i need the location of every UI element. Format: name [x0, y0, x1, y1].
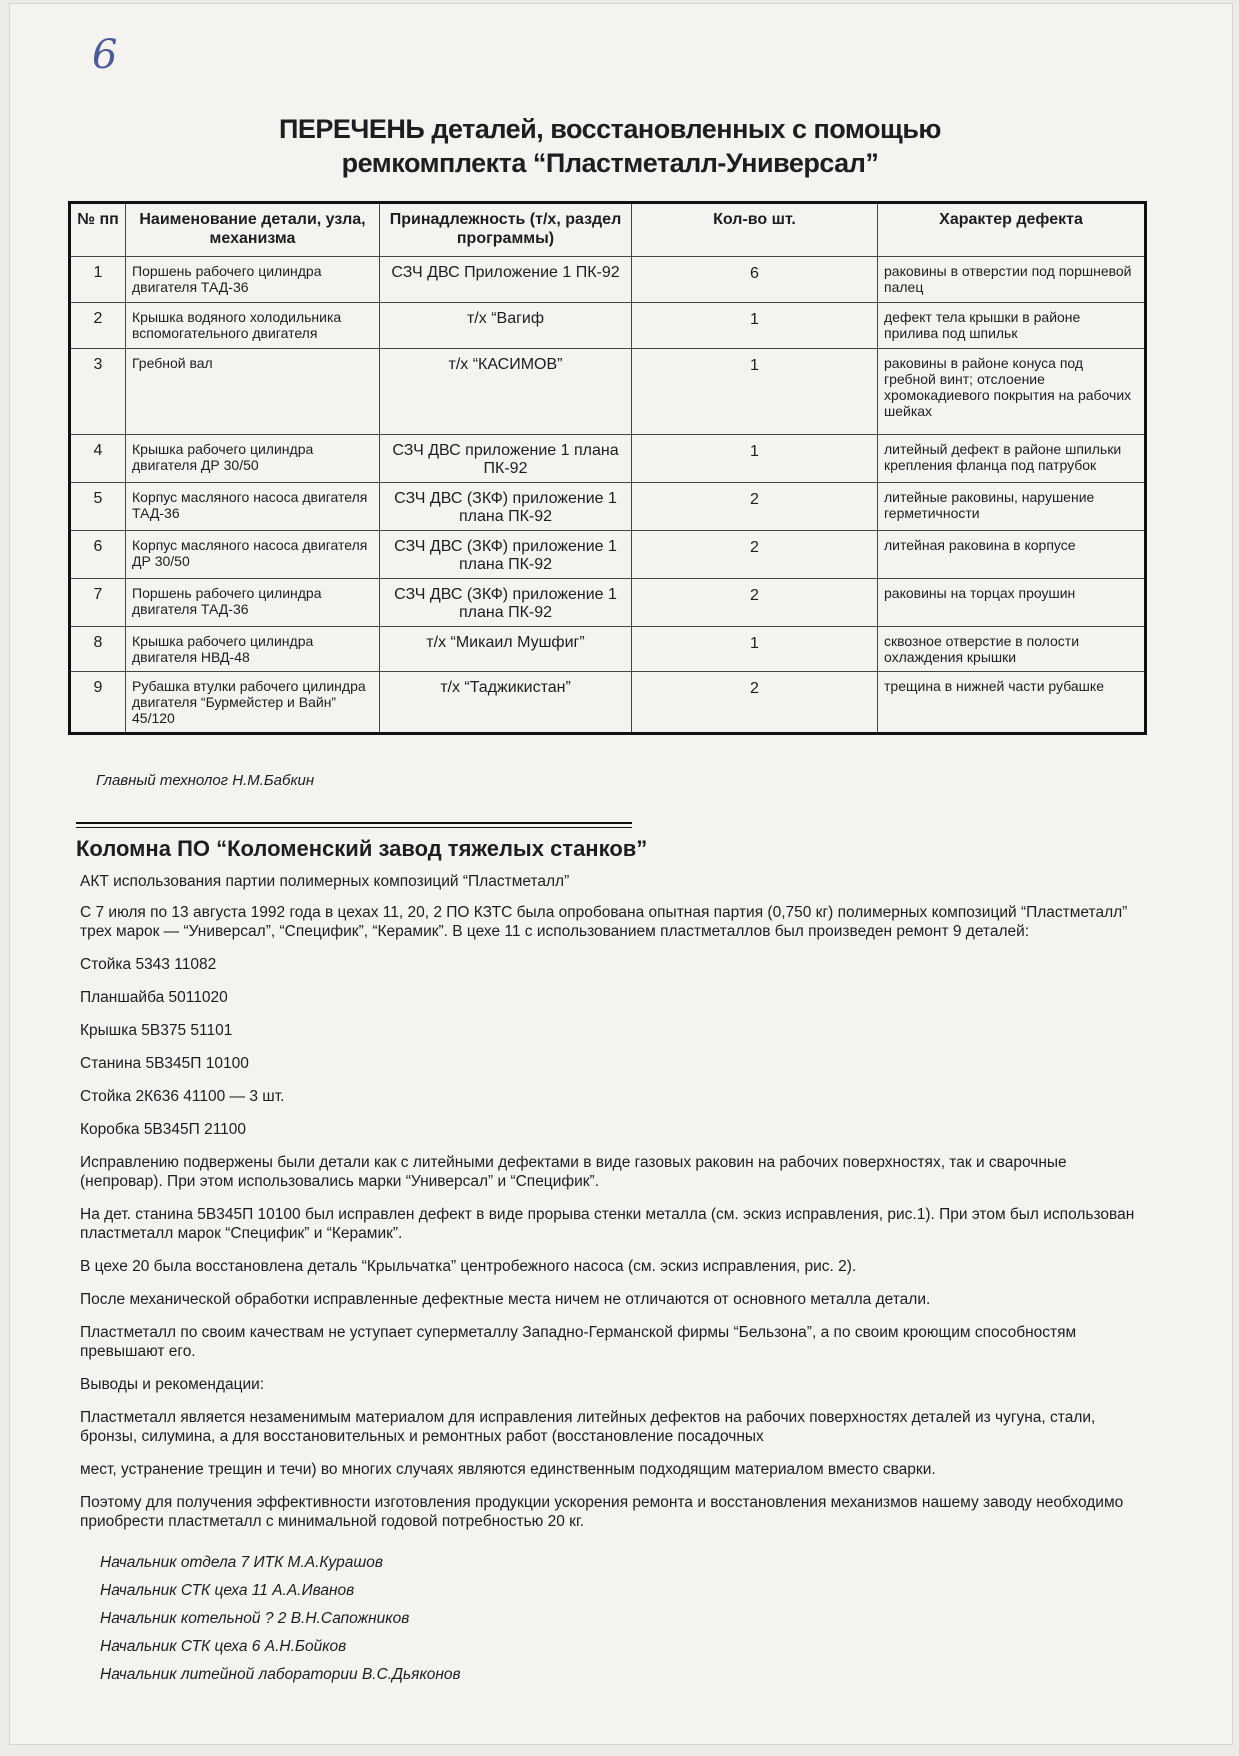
act-body — [80, 872, 1140, 1545]
paragraph: В цехе 20 была восстановлена деталь “Крыльчатка” центробежного насоса (см. эскиз исправления, рис. 2). — [80, 1258, 857, 1275]
paragraph: После механической обработки исправленные дефектные места ничем не отличаются от основного металла детали. — [80, 1291, 931, 1308]
table-row — [70, 672, 1146, 734]
cell-owner: СЗЧ ДВС (ЗКФ) приложение 1 плана ПК-92 — [380, 579, 632, 627]
cell-defect: сквозное отверстие в полости охлаждения крышки — [878, 627, 1146, 672]
cell-defect: дефект тела крышки в районе прилива под шпильк — [878, 303, 1146, 349]
list-title — [190, 112, 1030, 180]
cell-qty: 6 — [632, 257, 878, 303]
table-row — [70, 303, 1146, 349]
cell-defect: литейная раковина в корпусе — [878, 531, 1146, 579]
cell-num: 9 — [70, 672, 126, 734]
signatures-block — [100, 1549, 800, 1689]
paragraph: На дет. станина 5В345П 10100 был исправлен дефект в виде прорыва стенки металла (см. эскиз исправления, рис.1). При этом был использован пластметалл марок “Специфик” и “Керамик”. — [80, 1206, 1135, 1242]
cell-num: 8 — [70, 627, 126, 672]
paragraph: Пластметалл является незаменимым материалом для исправления литейных дефектов на рабочих поверхностях деталей из чугуна, стали, бронзы, силумина, а для восстановительных и ремонтных работ (восстановление посадочных — [80, 1409, 1096, 1445]
header-qty: Кол-во шт. — [632, 203, 878, 257]
paragraph: мест, устранение трещин и течи) во многих случаях являются единственным подходящим материалом вместо сварки. — [80, 1461, 936, 1478]
signature-line: Начальник СТК цеха 11 А.А.Иванов — [100, 1582, 355, 1599]
cell-qty: 1 — [632, 627, 878, 672]
table-header-row — [70, 203, 1146, 257]
signature-line: Начальник СТК цеха 6 А.Н.Бойков — [100, 1638, 347, 1655]
detail-item: Планшайба 5011020 — [80, 989, 228, 1006]
table-row — [70, 531, 1146, 579]
detail-item: Стойка 2К636 41100 — 3 шт. — [80, 1088, 285, 1105]
table-row — [70, 627, 1146, 672]
cell-owner: СЗЧ ДВС приложение 1 плана ПК-92 — [380, 435, 632, 483]
conclusions-heading: Выводы и рекомендации: — [80, 1376, 265, 1393]
detail-item: Крышка 5В375 51101 — [80, 1022, 233, 1039]
detail-item: Станина 5В345П 10100 — [80, 1055, 249, 1072]
cell-name: Поршень рабочего цилиндра двигателя ТАД-36 — [126, 257, 380, 303]
cell-name: Корпус масляного насоса двигателя ТАД-36 — [126, 483, 380, 531]
cell-defect: раковины в районе конуса под гребной винт; отслоение хромокадиевого покрытия на рабочих шейках — [878, 349, 1146, 435]
cell-defect: литейный дефект в районе шпильки крепления фланца под патрубок — [878, 435, 1146, 483]
cell-name: Крышка водяного холодильника вспомогательного двигателя — [126, 303, 380, 349]
table-row — [70, 579, 1146, 627]
restored-parts-table — [68, 201, 1147, 735]
cell-qty: 2 — [632, 672, 878, 734]
cell-qty: 1 — [632, 349, 878, 435]
cell-owner: СЗЧ ДВС Приложение 1 ПК-92 — [380, 257, 632, 303]
paragraph: Исправлению подвержены были детали как с литейными дефектами в виде газовых раковин на рабочих поверхностях, так и сварочные (непровар). При этом использовались марки “Универсал” и “Специфик”. — [80, 1154, 1067, 1190]
cell-qty: 1 — [632, 303, 878, 349]
signature-line: Начальник литейной лаборатории В.С.Дьяконов — [100, 1666, 461, 1683]
header-owner: Принадлежность (т/х, раздел программы) — [380, 203, 632, 257]
table-row — [70, 349, 1146, 435]
table-row — [70, 435, 1146, 483]
cell-name: Крышка рабочего цилиндра двигателя НВД-48 — [126, 627, 380, 672]
header-name: Наименование детали, узла, механизма — [126, 203, 380, 257]
list-title-line-1: ПЕРЕЧЕНЬ деталей, восстановленных с помощью — [279, 114, 941, 144]
cell-owner: СЗЧ ДВС (ЗКФ) приложение 1 плана ПК-92 — [380, 483, 632, 531]
cell-num: 4 — [70, 435, 126, 483]
table-row — [70, 483, 1146, 531]
cell-num: 7 — [70, 579, 126, 627]
cell-name: Крышка рабочего цилиндра двигателя ДР 30/50 — [126, 435, 380, 483]
detail-item: Коробка 5В345П 21100 — [80, 1121, 247, 1138]
cell-owner: СЗЧ ДВС (ЗКФ) приложение 1 плана ПК-92 — [380, 531, 632, 579]
cell-num: 1 — [70, 257, 126, 303]
cell-name: Гребной вал — [126, 349, 380, 435]
document-page — [10, 4, 1232, 1744]
act-title: АКТ использования партии полимерных композиций “Пластметалл” — [80, 873, 570, 890]
chief-technologist-signature: Главный технолог Н.М.Бабкин — [96, 772, 315, 789]
section-divider — [76, 822, 632, 828]
cell-qty: 2 — [632, 531, 878, 579]
cell-num: 6 — [70, 531, 126, 579]
cell-qty: 2 — [632, 579, 878, 627]
cell-name: Рубашка втулки рабочего цилиндра двигателя “Бурмейстер и Вайн” 45/120 — [126, 672, 380, 734]
header-defect: Характер дефекта — [878, 203, 1146, 257]
cell-qty: 1 — [632, 435, 878, 483]
signature-line: Начальник отдела 7 ИТК М.А.Курашов — [100, 1554, 383, 1571]
cell-owner: т/х “Микаил Мушфиг” — [380, 627, 632, 672]
cell-defect: литейные раковины, нарушение герметичности — [878, 483, 1146, 531]
cell-num: 3 — [70, 349, 126, 435]
cell-num: 2 — [70, 303, 126, 349]
cell-owner: т/х “КАСИМОВ” — [380, 349, 632, 435]
cell-owner: т/х “Таджикистан” — [380, 672, 632, 734]
cell-defect: раковины в отверстии под поршневой палец — [878, 257, 1146, 303]
handwritten-page-number: 6 — [92, 32, 118, 78]
cell-name: Корпус масляного насоса двигателя ДР 30/50 — [126, 531, 380, 579]
cell-defect: раковины на торцах проушин — [878, 579, 1146, 627]
list-title-line-2: ремкомплекта “Пластметалл-Универсал” — [341, 148, 879, 178]
cell-owner: т/х “Вагиф — [380, 303, 632, 349]
header-num: № пп — [70, 203, 126, 257]
act-intro: С 7 июля по 13 августа 1992 года в цехах 11, 20, 2 ПО КЗТС была опробована опытная партия (0,750 кг) полимерных композиций “Пластметалл” трех марок — “Универсал”, “Специфик”, “Керамик”. В цехе 11 с использованием пластметаллов был произведен ремонт 9 деталей: — [80, 904, 1128, 940]
signature-line: Начальник котельной ? 2 В.Н.Сапожников — [100, 1610, 410, 1627]
paragraph: Поэтому для получения эффективности изготовления продукции ускорения ремонта и восстановления механизмов нашему заводу необходимо приобрести пластметалл с минимальной годовой потребностью 20 кг. — [80, 1494, 1124, 1530]
table-row — [70, 257, 1146, 303]
cell-qty: 2 — [632, 483, 878, 531]
paragraph: Пластметалл по своим качествам не уступает суперметаллу Западно-Германской фирмы “Бельзона”, а по своим кроющим способностям превышают его. — [80, 1324, 1077, 1360]
cell-num: 5 — [70, 483, 126, 531]
cell-name: Поршень рабочего цилиндра двигателя ТАД-36 — [126, 579, 380, 627]
cell-defect: трещина в нижней части рубашке — [878, 672, 1146, 734]
section-title: Коломна ПО “Коломенский завод тяжелых станков” — [76, 836, 648, 861]
detail-item: Стойка 5343 11082 — [80, 956, 217, 973]
